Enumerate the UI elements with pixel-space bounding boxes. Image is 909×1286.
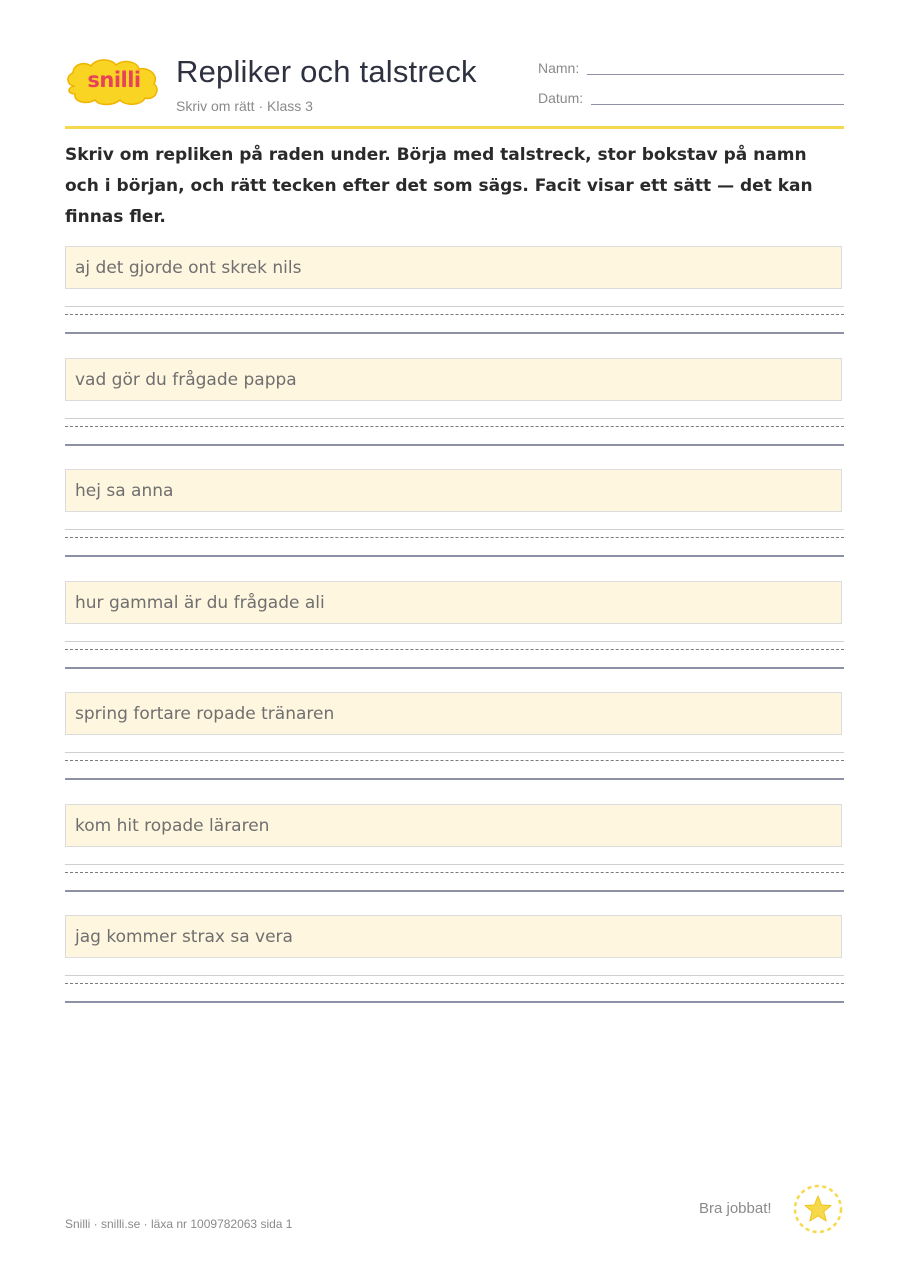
writing-top-line [65, 752, 844, 753]
name-label: Namn: [538, 60, 580, 76]
instructions-text: Skriv om repliken på raden under. Börja med talstreck, stor bokstav på namn och i början, och rätt tecken efter det som sägs. Facit visar ett sätt — det kan finnas fler. [65, 145, 813, 227]
exercise-prompt: hur gammal är du frågade ali [65, 581, 842, 624]
exercise-item [65, 246, 844, 358]
writing-lines[interactable] [65, 975, 844, 1003]
writing-top-line [65, 418, 844, 419]
writing-midline [65, 760, 844, 761]
writing-lines[interactable] [65, 418, 844, 446]
writing-baseline [65, 444, 844, 446]
writing-lines[interactable] [65, 864, 844, 892]
writing-baseline [65, 1001, 844, 1003]
exercise-prompt: vad gör du frågade pappa [65, 358, 842, 401]
writing-baseline [65, 332, 844, 334]
writing-baseline [65, 667, 844, 669]
exercise-item [65, 804, 844, 916]
exercise-prompt: jag kommer strax sa vera [65, 915, 842, 958]
exercise-prompt: kom hit ropade läraren [65, 804, 842, 847]
exercise-prompt: aj det gjorde ont skrek nils [65, 246, 842, 289]
exercise-item [65, 692, 844, 804]
name-line[interactable] [587, 73, 844, 75]
name-field[interactable] [538, 57, 844, 77]
writing-lines[interactable] [65, 752, 844, 780]
writing-top-line [65, 306, 844, 307]
exercise-item [65, 581, 844, 693]
writing-midline [65, 537, 844, 538]
writing-midline [65, 649, 844, 650]
exercise-prompt: spring fortare ropade tränaren [65, 692, 842, 735]
page-title: Repliker och talstreck [176, 54, 477, 89]
date-field[interactable] [538, 87, 844, 107]
date-line[interactable] [591, 103, 844, 105]
writing-top-line [65, 529, 844, 530]
date-label: Datum: [538, 90, 584, 106]
writing-baseline [65, 890, 844, 892]
writing-lines[interactable] [65, 529, 844, 557]
writing-top-line [65, 975, 844, 976]
exercise-item [65, 469, 844, 581]
writing-lines[interactable] [65, 641, 844, 669]
writing-top-line [65, 641, 844, 642]
praise-text: Bra jobbat! [699, 1200, 772, 1217]
writing-lines[interactable] [65, 306, 844, 334]
writing-baseline [65, 555, 844, 557]
writing-baseline [65, 778, 844, 780]
exercise-item [65, 915, 844, 1027]
logo-wordmark: snilli [87, 68, 141, 92]
star-icon [793, 1184, 843, 1234]
exercise-prompt: hej sa anna [65, 469, 842, 512]
exercise-list [65, 246, 844, 1027]
writing-midline [65, 872, 844, 873]
header-divider [65, 126, 844, 129]
footer-info: Snilli · snilli.se · läxa nr 1009782063 sida 1 [65, 1217, 293, 1231]
writing-midline [65, 314, 844, 315]
writing-top-line [65, 864, 844, 865]
writing-midline [65, 983, 844, 984]
exercise-item [65, 358, 844, 470]
writing-midline [65, 426, 844, 427]
page-subtitle: Skriv om rätt · Klass 3 [176, 98, 313, 114]
